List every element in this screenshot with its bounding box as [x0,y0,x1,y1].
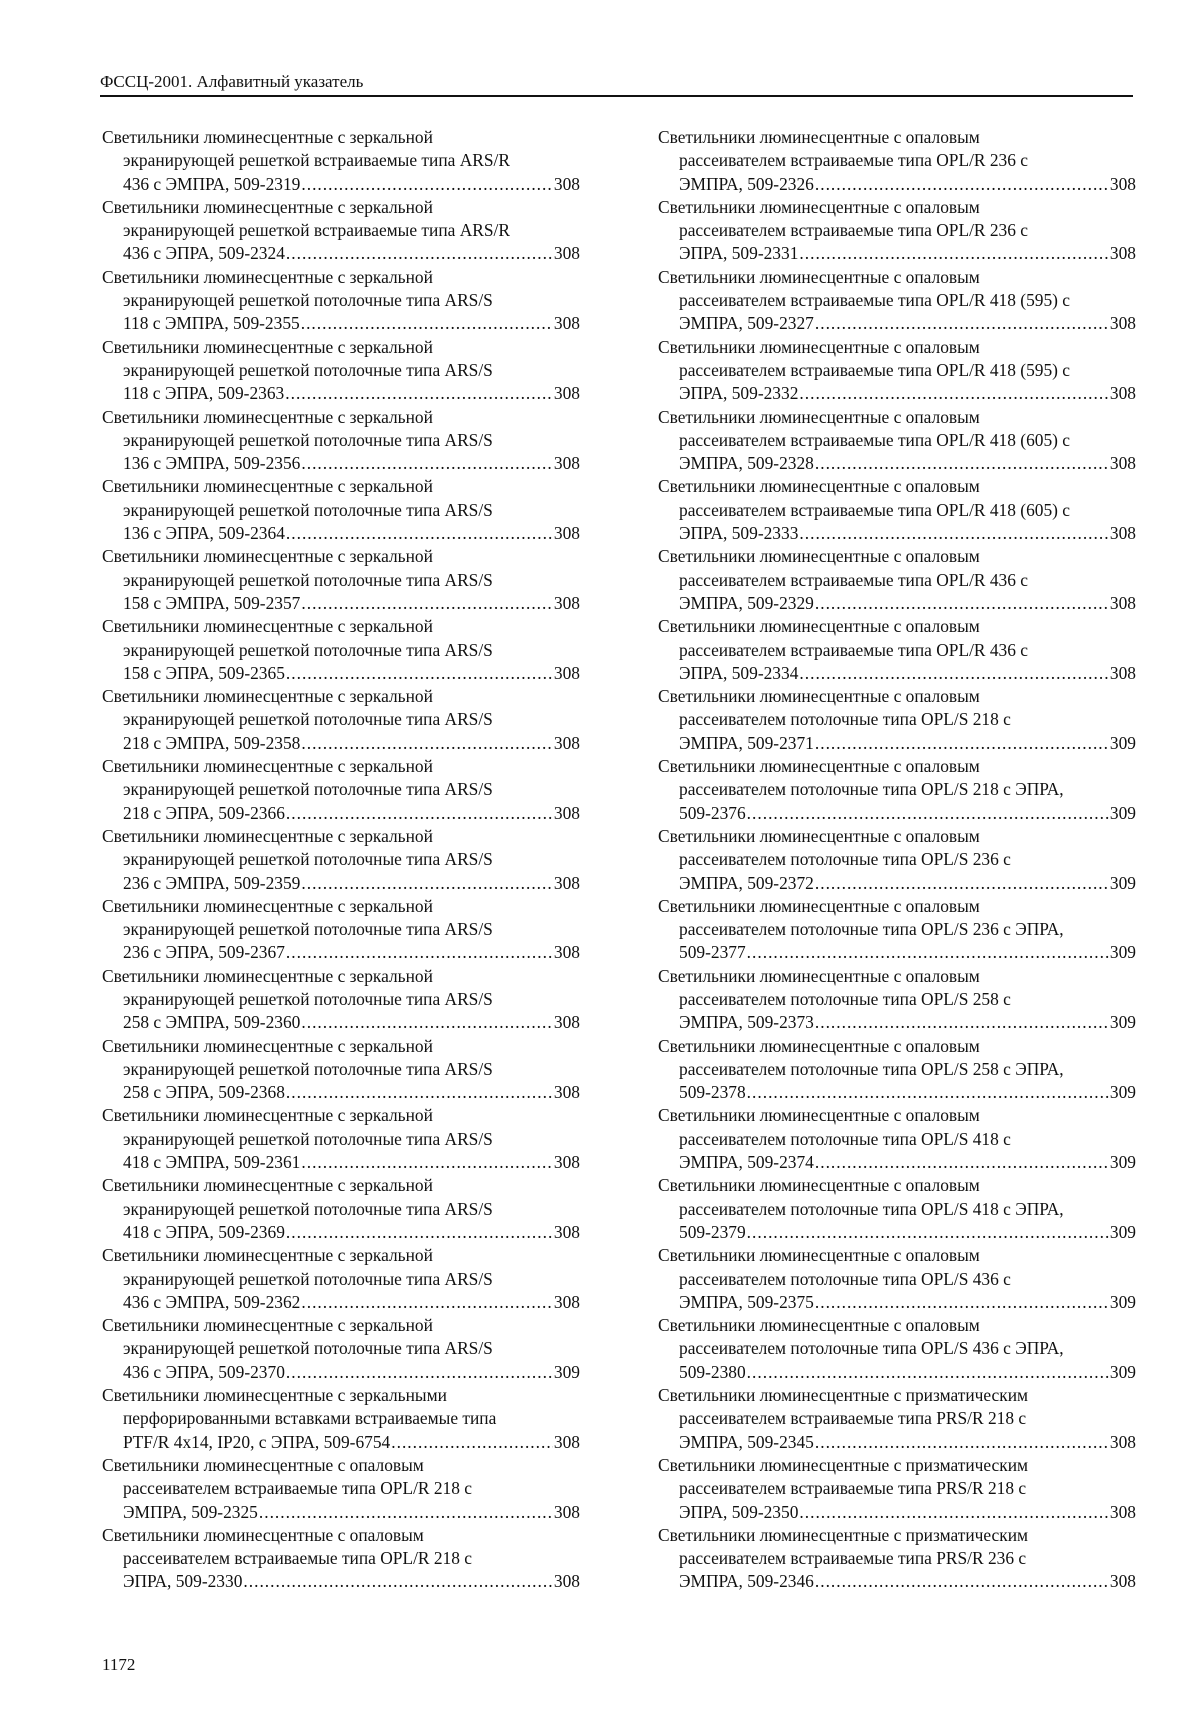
entry-continuation-line: экранирующей решеткой встраиваемые типа ARS/R [123,150,510,171]
entry-heading-line: Светильники люминесцентные с зеркальной [102,825,433,846]
dot-leader [747,1361,1109,1384]
entry-continuation-line: экранирующей решеткой потолочные типа ARS/S [123,639,493,660]
entry-heading-line: Светильники люминесцентные с опаловым [658,616,980,637]
entry-heading-line: Светильники люминесцентные с опаловым [658,825,980,846]
entry-continuation-line: экранирующей решеткой потолочные типа ARS/S [123,919,493,940]
entry-heading-line: Светильники люминесцентные с опаловым [658,686,980,707]
entry-continuation-line: рассеивателем встраиваемые типа OPL/R 418 (605) с [679,499,1071,520]
entry-last-line [102,662,580,685]
entry-page-number: 308 [1109,313,1136,334]
entry-page-number: 308 [1109,523,1136,544]
dot-leader [799,1501,1109,1524]
entry-code-text: 118 с ЭМПРА, 509-2355 [123,313,300,334]
entry-last-line [102,382,580,405]
entry-continuation-line: рассеивателем потолочные типа OPL/S 418 с ЭПРА, [679,1198,1064,1219]
entry-page-number: 308 [553,872,580,893]
dot-leader [301,732,553,755]
entry-code-text: 236 с ЭМПРА, 509-2359 [123,872,301,893]
entry-page-number: 308 [553,802,580,823]
index-entry [658,1104,1136,1174]
entry-page-number: 308 [553,173,580,194]
entry-page-number: 309 [1109,1221,1136,1242]
entry-continuation-line: экранирующей решеткой потолочные типа ARS/S [123,709,493,730]
entry-last-line [658,1151,1136,1174]
entry-page-number: 308 [553,1291,580,1312]
index-entry [102,1174,580,1244]
entry-page-number: 309 [1109,1082,1136,1103]
entry-code-text: ЭМПРА, 509-2346 [679,1571,814,1592]
entry-last-line [658,1431,1136,1454]
dot-leader [391,1431,553,1454]
entry-heading-line: Светильники люминесцентные с зеркальной [102,965,433,986]
dot-leader [747,1081,1109,1104]
dot-leader [285,382,553,405]
entry-code-text: 218 с ЭПРА, 509-2366 [123,802,285,823]
dot-leader [815,312,1109,335]
entry-continuation-line: рассеивателем потолочные типа OPL/S 258 с ЭПРА, [679,1058,1064,1079]
entry-code-text: ЭМПРА, 509-2375 [679,1291,814,1312]
dot-leader [799,382,1109,405]
entry-last-line [658,1221,1136,1244]
entry-continuation-line: рассеивателем встраиваемые типа OPL/R 418 (605) с [679,429,1071,450]
dot-leader [301,1291,553,1314]
entry-heading-line: Светильники люминесцентные с зеркальной [102,756,433,777]
entry-last-line [102,1361,580,1384]
index-entry [658,755,1136,825]
entry-continuation-line: рассеивателем потолочные типа OPL/S 436 с [679,1268,1011,1289]
entry-heading-line: Светильники люминесцентные с зеркальной [102,1035,433,1056]
dot-leader [286,1221,553,1244]
entry-last-line [102,173,580,196]
entry-page-number: 309 [1109,942,1136,963]
dot-leader [815,1431,1109,1454]
entry-code-text: PTF/R 4x14, IP20, с ЭПРА, 509-6754 [123,1431,391,1452]
entry-heading-line: Светильники люминесцентные с опаловым [102,1524,424,1545]
entry-page-number: 308 [553,662,580,683]
entry-code-text: ЭМПРА, 509-2345 [679,1431,814,1452]
dot-leader [301,1011,553,1034]
dot-leader [815,592,1109,615]
index-entry [658,475,1136,545]
dot-leader [747,1221,1109,1244]
entry-code-text: ЭМПРА, 509-2325 [123,1501,258,1522]
entry-last-line [658,1570,1136,1593]
entry-heading-line: Светильники люминесцентные с опаловым [658,895,980,916]
entry-page-number: 308 [553,1082,580,1103]
entry-last-line [102,1151,580,1174]
entry-continuation-line: рассеивателем встраиваемые типа PRS/R 236 с [679,1548,1027,1569]
entry-page-number: 308 [553,453,580,474]
entry-page-number: 308 [1109,453,1136,474]
index-entry [102,196,580,266]
entry-heading-line: Светильники люминесцентные с зеркальной [102,686,433,707]
entry-continuation-line: экранирующей решеткой потолочные типа ARS/S [123,499,493,520]
entry-last-line [102,1291,580,1314]
entry-last-line [658,662,1136,685]
entry-page-number: 308 [553,1152,580,1173]
entry-last-line [102,1011,580,1034]
entry-continuation-line: экранирующей решеткой потолочные типа ARS/S [123,1128,493,1149]
entry-code-text: 509-2380 [679,1361,746,1382]
dot-leader [286,941,553,964]
entry-last-line [102,872,580,895]
entry-heading-line: Светильники люминесцентные с зеркальной [102,196,433,217]
entry-last-line [658,1011,1136,1034]
dot-leader [259,1501,553,1524]
entry-page-number: 308 [1109,1431,1136,1452]
entry-last-line [102,1081,580,1104]
entry-page-number: 309 [1109,732,1136,753]
index-entry [658,1244,1136,1314]
entry-last-line [102,1221,580,1244]
entry-heading-line: Светильники люминесцентные с опаловым [658,1105,980,1126]
index-entry [658,1314,1136,1384]
entry-code-text: ЭМПРА, 509-2372 [679,872,814,893]
dot-leader [799,522,1109,545]
entry-continuation-line: рассеивателем встраиваемые типа OPL/R 418 (595) с [679,359,1071,380]
entry-heading-line: Светильники люминесцентные с зеркальной [102,266,433,287]
entry-code-text: 436 с ЭМПРА, 509-2362 [123,1291,301,1312]
entry-code-text: 258 с ЭПРА, 509-2368 [123,1082,285,1103]
entry-continuation-line: рассеивателем встраиваемые типа OPL/R 436 с [679,639,1029,660]
entry-heading-line: Светильники люминесцентные с зеркальной [102,546,433,567]
entry-heading-line: Светильники люминесцентные с призматическим [658,1524,1029,1545]
index-entry [658,406,1136,476]
entry-heading-line: Светильники люминесцентные с зеркальной [102,1175,433,1196]
dot-leader [286,242,553,265]
entry-code-text: 509-2379 [679,1221,746,1242]
entry-continuation-line: рассеивателем встраиваемые типа OPL/R 418 (595) с [679,290,1071,311]
entry-page-number: 309 [1109,1291,1136,1312]
entry-code-text: ЭМПРА, 509-2328 [679,453,814,474]
entry-continuation-line: экранирующей решеткой потолочные типа ARS/S [123,1058,493,1079]
entry-last-line [102,802,580,825]
entry-page-number: 308 [1109,662,1136,683]
entry-heading-line: Светильники люминесцентные с призматическим [658,1454,1029,1475]
entry-heading-line: Светильники люминесцентные с опаловым [658,266,980,287]
entry-heading-line: Светильники люминесцентные с опаловым [658,546,980,567]
entry-last-line [658,1081,1136,1104]
index-entry [102,895,580,965]
entry-continuation-line: перфорированными вставками встраиваемые типа [123,1408,497,1429]
dot-leader [301,872,553,895]
entry-code-text: ЭПРА, 509-2331 [679,243,799,264]
entry-heading-line: Светильники люминесцентные с опаловым [658,1175,980,1196]
entry-heading-line: Светильники люминесцентные с опаловым [658,1245,980,1266]
index-entry [102,1244,580,1314]
entry-last-line [658,522,1136,545]
index-column-right [658,126,1136,1594]
entry-code-text: ЭМПРА, 509-2371 [679,732,814,753]
entry-heading-line: Светильники люминесцентные с зеркальной [102,1315,433,1336]
index-entry [102,1314,580,1384]
index-entry [658,545,1136,615]
index-entry [102,475,580,545]
entry-last-line [658,732,1136,755]
entry-page-number: 309 [1109,802,1136,823]
dot-leader [286,522,553,545]
entry-code-text: ЭПРА, 509-2334 [679,662,799,683]
dot-leader [747,802,1109,825]
dot-leader [301,312,553,335]
page-header-title: ФССЦ-2001. Алфавитный указатель [100,72,364,91]
entry-last-line [658,1291,1136,1314]
entry-code-text: 509-2376 [679,802,746,823]
entry-continuation-line: экранирующей решеткой потолочные типа ARS/S [123,1338,493,1359]
entry-heading-line: Светильники люминесцентные с зеркальными [102,1385,447,1406]
dot-leader [815,1011,1109,1034]
index-entry [102,685,580,755]
index-entry [102,1384,580,1454]
dot-leader [301,592,553,615]
entry-heading-line: Светильники люминесцентные с опаловым [658,1315,980,1336]
index-entry [102,266,580,336]
entry-page-number: 309 [1109,872,1136,893]
index-entry [102,545,580,615]
entry-code-text: ЭМПРА, 509-2326 [679,173,814,194]
entry-heading-line: Светильники люминесцентные с опаловым [658,196,980,217]
entry-last-line [102,522,580,545]
entry-continuation-line: рассеивателем встраиваемые типа OPL/R 218 с [123,1548,473,1569]
dot-leader [815,1151,1109,1174]
entry-page-number: 308 [553,1431,580,1452]
index-entry [102,1524,580,1594]
entry-page-number: 309 [1109,1012,1136,1033]
entry-heading-line: Светильники люминесцентные с опаловым [658,406,980,427]
entry-code-text: 136 с ЭПРА, 509-2364 [123,523,285,544]
entry-heading-line: Светильники люминесцентные с зеркальной [102,127,433,147]
entry-code-text: ЭМПРА, 509-2329 [679,592,814,613]
index-entry [658,615,1136,685]
entry-heading-line: Светильники люминесцентные с зеркальной [102,616,433,637]
dot-leader [286,662,553,685]
entry-continuation-line: экранирующей решеткой потолочные типа ARS/S [123,290,493,311]
index-entry [658,685,1136,755]
index-entry [102,825,580,895]
dot-leader [747,941,1109,964]
index-entry [658,1174,1136,1244]
entry-page-number: 308 [1109,592,1136,613]
entry-last-line [658,872,1136,895]
dot-leader [286,802,553,825]
index-entry [102,126,580,196]
index-entry [658,196,1136,266]
entry-last-line [658,312,1136,335]
entry-code-text: ЭПРА, 509-2330 [123,1571,243,1592]
dot-leader [815,452,1109,475]
entry-page-number: 308 [1109,1571,1136,1592]
entry-code-text: 436 с ЭПРА, 509-2370 [123,1361,285,1382]
entry-page-number: 308 [1109,243,1136,264]
entry-continuation-line: экранирующей решеткой потолочные типа ARS/S [123,849,493,870]
dot-leader [301,452,553,475]
entry-code-text: 218 с ЭМПРА, 509-2358 [123,732,301,753]
entry-continuation-line: экранирующей решеткой потолочные типа ARS/S [123,359,493,380]
entry-last-line [658,382,1136,405]
index-entry [102,755,580,825]
entry-last-line [102,1501,580,1524]
entry-heading-line: Светильники люминесцентные с зеркальной [102,476,433,497]
entry-code-text: 509-2377 [679,942,746,963]
entry-page-number: 308 [553,1501,580,1522]
index-column-left [102,126,580,1594]
dot-leader [243,1570,553,1593]
entry-last-line [102,592,580,615]
dot-leader [301,1151,553,1174]
entry-code-text: 418 с ЭПРА, 509-2369 [123,1221,285,1242]
index-entry [658,1035,1136,1105]
entry-last-line [102,242,580,265]
dot-leader [301,173,553,196]
index-entry [102,965,580,1035]
entry-continuation-line: рассеивателем потолочные типа OPL/S 436 с ЭПРА, [679,1338,1064,1359]
entry-heading-line: Светильники люминесцентные с зеркальной [102,895,433,916]
index-entry [102,1104,580,1174]
entry-continuation-line: экранирующей решеткой потолочные типа ARS/S [123,779,493,800]
entry-last-line [658,173,1136,196]
dot-leader [815,173,1109,196]
header-rule [100,95,1133,97]
entry-last-line [102,1570,580,1593]
entry-page-number: 308 [1109,173,1136,194]
index-entry [658,336,1136,406]
entry-last-line [658,1361,1136,1384]
entry-page-number: 308 [1109,1501,1136,1522]
entry-continuation-line: рассеивателем встраиваемые типа OPL/R 218 с [123,1478,473,1499]
entry-continuation-line: экранирующей решеткой потолочные типа ARS/S [123,569,493,590]
dot-leader [815,1291,1109,1314]
entry-continuation-line: рассеивателем встраиваемые типа OPL/R 436 с [679,569,1029,590]
entry-continuation-line: экранирующей решеткой потолочные типа ARS/S [123,1268,493,1289]
entry-heading-line: Светильники люминесцентные с опаловым [102,1454,424,1475]
entry-continuation-line: рассеивателем потолочные типа OPL/S 236 с ЭПРА, [679,919,1064,940]
entry-code-text: 418 с ЭМПРА, 509-2361 [123,1152,301,1173]
entry-continuation-line: экранирующей решеткой потолочные типа ARS/S [123,988,493,1009]
entry-heading-line: Светильники люминесцентные с зеркальной [102,1245,433,1266]
entry-page-number: 308 [553,383,580,404]
entry-last-line [102,312,580,335]
entry-page-number: 309 [1109,1152,1136,1173]
entry-code-text: ЭМПРА, 509-2373 [679,1012,814,1033]
entry-continuation-line: рассеивателем потолочные типа OPL/S 258 с [679,988,1011,1009]
entry-page-number: 308 [553,732,580,753]
entry-continuation-line: рассеивателем встраиваемые типа PRS/R 218 с [679,1408,1027,1429]
entry-code-text: 258 с ЭМПРА, 509-2360 [123,1012,301,1033]
entry-page-number: 308 [553,313,580,334]
dot-leader [286,1081,553,1104]
entry-page-number: 308 [553,243,580,264]
index-entry [658,1384,1136,1454]
entry-page-number: 308 [553,942,580,963]
entry-continuation-line: экранирующей решеткой встраиваемые типа ARS/R [123,220,510,241]
entry-continuation-line: рассеивателем встраиваемые типа OPL/R 236 с [679,220,1029,241]
entry-continuation-line: рассеивателем встраиваемые типа OPL/R 236 с [679,150,1029,171]
entry-heading-line: Светильники люминесцентные с зеркальной [102,336,433,357]
index-entry [658,266,1136,336]
entry-last-line [658,452,1136,475]
entry-code-text: ЭПРА, 509-2332 [679,383,799,404]
entry-heading-line: Светильники люминесцентные с опаловым [658,476,980,497]
entry-code-text: 118 с ЭПРА, 509-2363 [123,383,285,404]
entry-code-text: 236 с ЭПРА, 509-2367 [123,942,285,963]
index-entry [658,965,1136,1035]
entry-page-number: 309 [553,1361,580,1382]
index-entry [102,406,580,476]
entry-page-number: 308 [553,1221,580,1242]
entry-last-line [658,802,1136,825]
entry-code-text: 136 с ЭМПРА, 509-2356 [123,453,301,474]
index-entry [102,1035,580,1105]
entry-code-text: 158 с ЭПРА, 509-2365 [123,662,285,683]
entry-last-line [658,1501,1136,1524]
entry-heading-line: Светильники люминесцентные с призматическим [658,1385,1029,1406]
entry-continuation-line: рассеивателем потолочные типа OPL/S 418 с [679,1128,1011,1149]
entry-code-text: 158 с ЭМПРА, 509-2357 [123,592,301,613]
dot-leader [815,732,1109,755]
index-entry [102,336,580,406]
entry-heading-line: Светильники люминесцентные с зеркальной [102,406,433,427]
entry-heading-line: Светильники люминесцентные с опаловым [658,965,980,986]
entry-continuation-line: экранирующей решеткой потолочные типа ARS/S [123,1198,493,1219]
entry-heading-line: Светильники люминесцентные с опаловым [658,756,980,777]
entry-heading-line: Светильники люминесцентные с опаловым [658,1035,980,1056]
entry-heading-line: Светильники люминесцентные с зеркальной [102,1105,433,1126]
entry-code-text: 436 с ЭМПРА, 509-2319 [123,173,301,194]
entry-last-line [102,732,580,755]
entry-heading-line: Светильники люминесцентные с опаловым [658,336,980,357]
dot-leader [815,1570,1109,1593]
entry-code-text: 509-2378 [679,1082,746,1103]
entry-continuation-line: рассеивателем потолочные типа OPL/S 218 с ЭПРА, [679,779,1064,800]
entry-last-line [658,592,1136,615]
index-entry [658,1524,1136,1594]
entry-page-number: 308 [553,1571,580,1592]
dot-leader [799,662,1109,685]
dot-leader [815,872,1109,895]
index-entry [102,1454,580,1524]
dot-leader [286,1361,553,1384]
entry-last-line [102,941,580,964]
index-entry [658,126,1136,196]
index-entry [102,615,580,685]
entry-code-text: ЭМПРА, 509-2374 [679,1152,814,1173]
entry-continuation-line: рассеивателем потолочные типа OPL/S 218 с [679,709,1011,730]
entry-page-number: 308 [553,1012,580,1033]
entry-code-text: ЭПРА, 509-2350 [679,1501,799,1522]
entry-last-line [658,242,1136,265]
entry-code-text: ЭПРА, 509-2333 [679,523,799,544]
index-entry [658,895,1136,965]
page-number: 1172 [102,1655,136,1674]
entry-page-number: 308 [553,523,580,544]
entry-page-number: 308 [553,592,580,613]
entry-last-line [658,941,1136,964]
entry-last-line [102,1431,580,1454]
entry-page-number: 309 [1109,1361,1136,1382]
entry-code-text: ЭМПРА, 509-2327 [679,313,814,334]
entry-heading-line: Светильники люминесцентные с опаловым [658,127,980,147]
entry-last-line [102,452,580,475]
entry-code-text: 436 с ЭПРА, 509-2324 [123,243,285,264]
entry-page-number: 308 [1109,383,1136,404]
index-entry [658,1454,1136,1524]
entry-continuation-line: рассеивателем потолочные типа OPL/S 236 с [679,849,1011,870]
dot-leader [799,242,1109,265]
index-entry [658,825,1136,895]
entry-continuation-line: рассеивателем встраиваемые типа PRS/R 218 с [679,1478,1027,1499]
entry-continuation-line: экранирующей решеткой потолочные типа ARS/S [123,429,493,450]
